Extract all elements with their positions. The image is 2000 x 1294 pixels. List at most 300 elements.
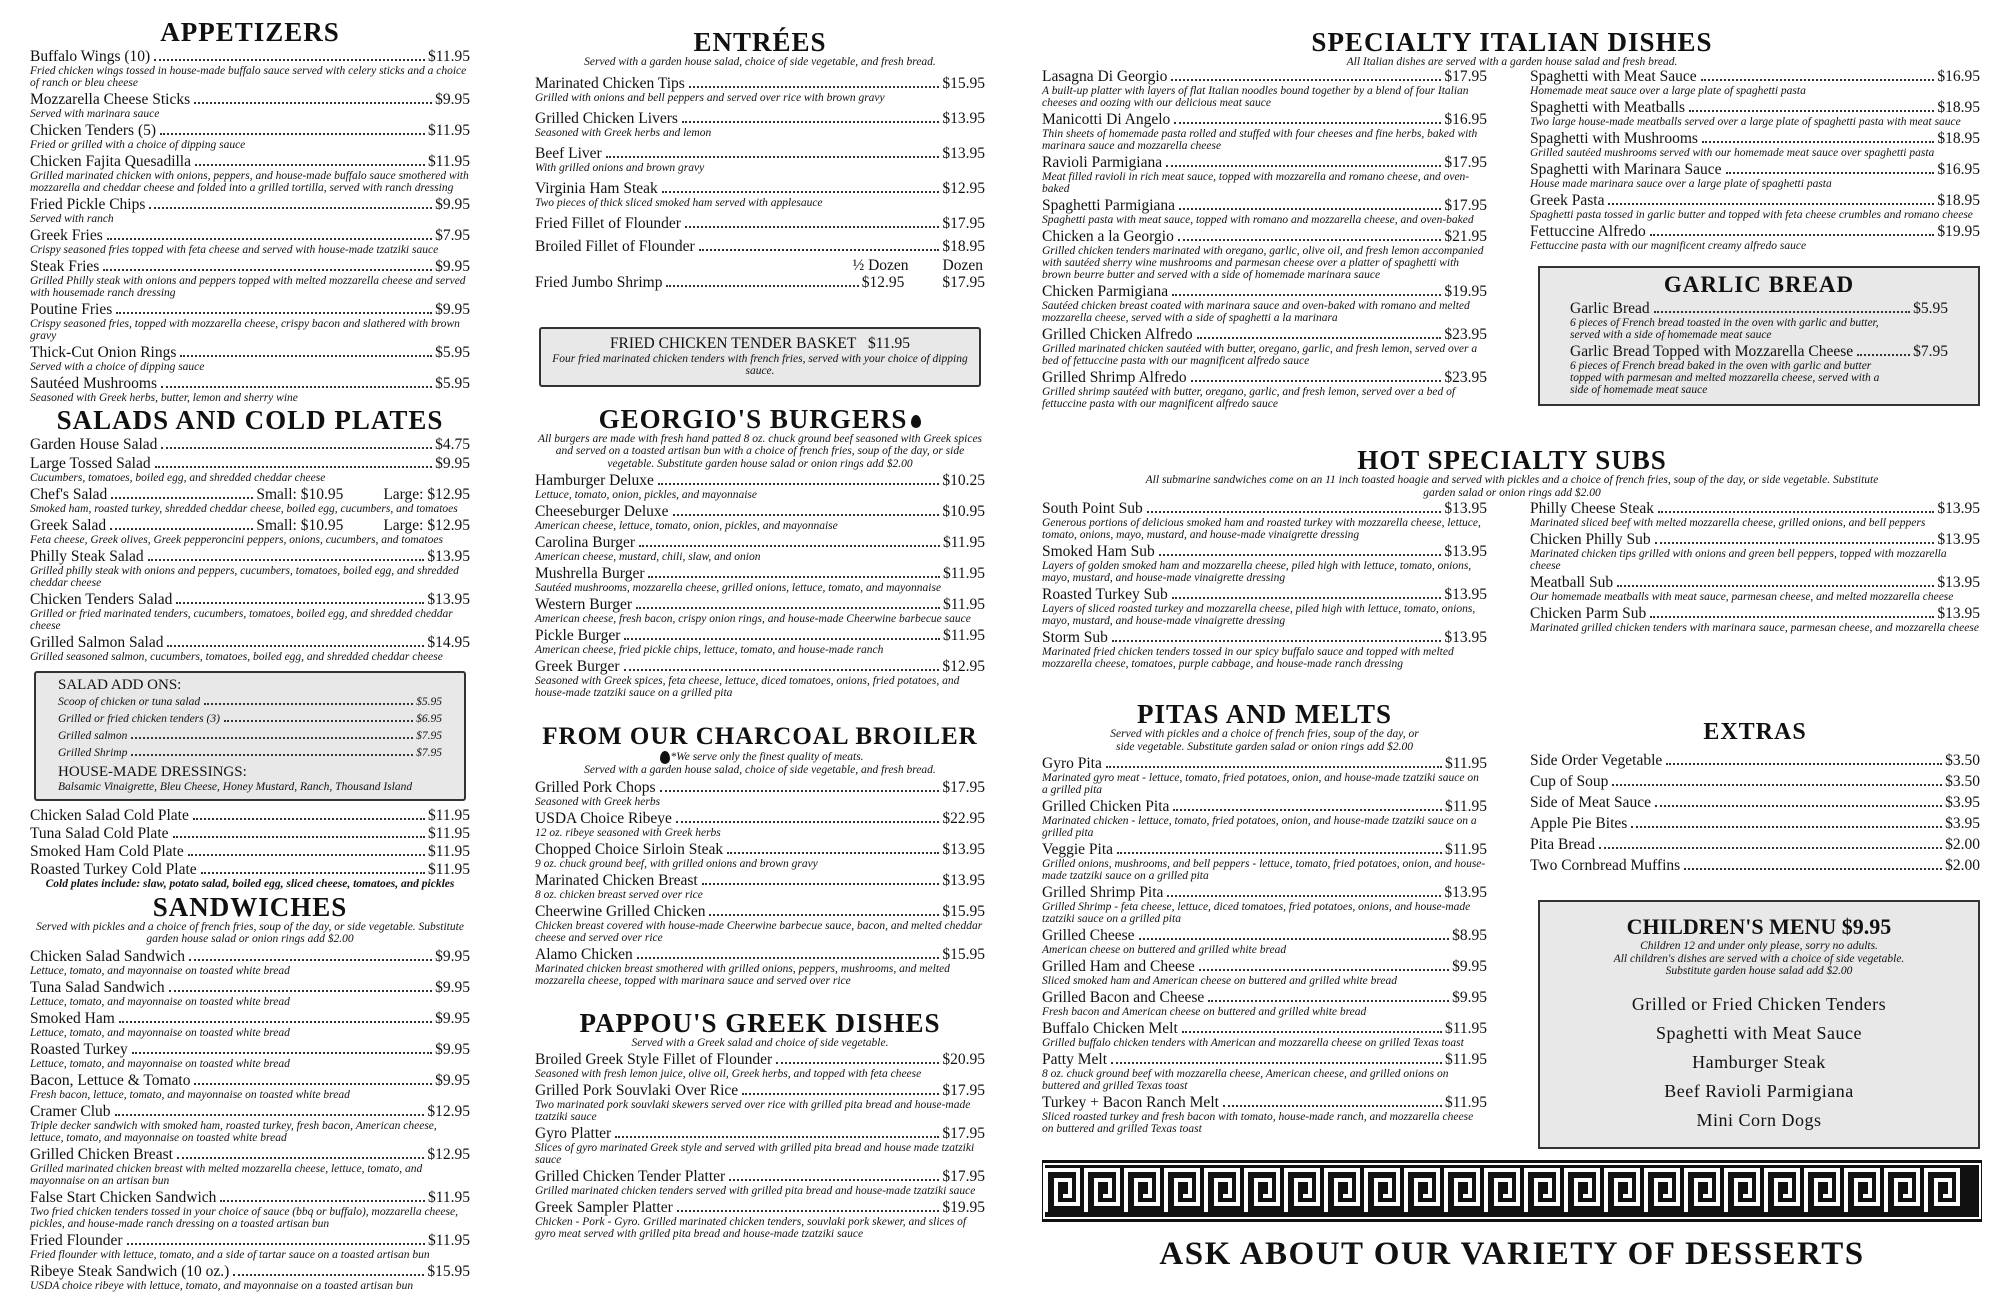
item-price: $13.95 xyxy=(942,840,985,858)
item-name: Garden House Salad xyxy=(30,436,158,453)
dot-leader xyxy=(673,514,940,516)
menu-item xyxy=(1042,958,1487,987)
menu-item xyxy=(1530,68,1980,97)
item-name: Storm Sub xyxy=(1042,629,1108,646)
item-desc: Fresh bacon, lettuce, tomato, and mayonnaise on toasted white bread xyxy=(30,1088,350,1101)
item-desc: Spaghetti pasta tossed in garlic butter and topped with feta cheese crumbles and romano cheese xyxy=(1530,209,1973,221)
salads-title: SALADS AND COLD PLATES xyxy=(56,405,444,435)
dot-leader xyxy=(224,720,413,722)
item-price: $9.95 xyxy=(1452,989,1487,1006)
menu-item xyxy=(30,1010,470,1039)
menu-item xyxy=(30,843,470,860)
item-desc: Grilled marinated chicken breast with melted mozzarella cheese, lettuce, tomato, and mayonnaise on an artisan bun xyxy=(30,1162,423,1187)
menu-item xyxy=(1530,773,1980,790)
item-desc: Marinated chicken breast smothered with grilled onions, peppers, mushrooms, and melted mozzarella cheese, topped with marinara sauce and served over rice xyxy=(535,962,950,987)
greek-key-segment xyxy=(1566,1170,1598,1212)
menu-item xyxy=(535,180,985,209)
item-name: Hamburger Deluxe xyxy=(535,472,654,489)
item-price: $11.95 xyxy=(942,565,985,582)
item-desc: Lettuce, tomato, onion, pickles, and mayonnaise xyxy=(535,489,757,501)
item-price: $10.25 xyxy=(942,472,985,489)
item-price: $19.95 xyxy=(1444,283,1487,300)
dot-leader xyxy=(188,854,425,856)
dot-leader xyxy=(161,386,432,388)
menu-item xyxy=(1042,755,1487,796)
menu-item xyxy=(535,238,985,255)
item-desc: Lettuce, tomato, and mayonnaise on toasted white bread xyxy=(30,964,290,977)
menu-item xyxy=(1570,300,1948,341)
item-desc: American cheese, fresh bacon, crispy onion rings, and house-made Cheerwine barbecue sauce xyxy=(535,613,971,625)
item-desc: 8 oz. chuck ground beef with mozzarella cheese, American cheese, and grilled onions on buttered and grilled Texas toast xyxy=(1042,1068,1449,1092)
greek-key-segment xyxy=(1926,1170,1958,1212)
item-name: Western Burger xyxy=(535,596,633,613)
item-name: Veggie Pita xyxy=(1042,841,1114,858)
item-price-small: Small: $10.95 xyxy=(256,486,344,503)
dot-leader xyxy=(1173,809,1442,811)
dot-leader xyxy=(648,576,939,578)
dot-leader xyxy=(119,1021,432,1023)
item-name: Side Order Vegetable xyxy=(1530,752,1663,769)
dot-leader xyxy=(1172,597,1442,599)
item-price: $11.95 xyxy=(942,534,985,551)
menu-item xyxy=(535,1168,985,1197)
item-desc: With grilled onions and brown gravy xyxy=(535,161,705,174)
dot-leader xyxy=(131,754,413,756)
menu-item xyxy=(30,486,470,515)
item-name: Grilled or fried chicken tenders (3) xyxy=(58,713,220,725)
item-price: $22.95 xyxy=(942,809,985,827)
item-name: Chicken Parm Sub xyxy=(1530,605,1647,622)
item-desc: Seasoned with Greek herbs and lemon xyxy=(535,126,712,139)
item-desc: Meat filled ravioli in rich meat sauce, topped with mozzarella and romano cheese, and oven-baked xyxy=(1042,171,1470,195)
item-name: Roasted Turkey Cold Plate xyxy=(30,861,197,878)
menu-item xyxy=(1530,99,1980,128)
menu-item xyxy=(30,301,470,342)
basket-line xyxy=(551,335,969,353)
item-name: Cramer Club xyxy=(30,1102,111,1120)
item-name: Fried Fillet of Flounder xyxy=(535,214,681,232)
menu-item xyxy=(535,1125,985,1166)
dot-leader xyxy=(624,669,940,671)
item-price: $16.95 xyxy=(1937,68,1980,85)
item-price: $11.95 xyxy=(1444,841,1487,858)
item-name: Greek Sampler Platter xyxy=(535,1199,673,1216)
item-desc: Chicken - Pork - Gyro. Grilled marinated chicken tenders, souvlaki pork skewer, and slices of gyro meat served with grilled pita bread and house-made tzatziki sauce xyxy=(535,1216,967,1240)
half-dozen-label: ½ Dozen xyxy=(852,256,909,274)
menu-item xyxy=(30,91,470,120)
item-name: Virginia Ham Steak xyxy=(535,179,658,197)
dot-leader xyxy=(193,818,425,820)
item-name: Manicotti Di Angelo xyxy=(1042,111,1171,128)
item-price: $11.95 xyxy=(1444,1051,1487,1068)
menu-item xyxy=(1530,161,1980,190)
menu-item xyxy=(1042,798,1487,839)
item-desc: American cheese, fried pickle chips, lettuce, tomato, and house-made ranch xyxy=(535,644,884,656)
item-name: Chicken a la Georgio xyxy=(1042,228,1174,245)
item-price: $17.95 xyxy=(942,778,985,796)
dot-leader xyxy=(682,121,939,123)
item-price: $17.95 xyxy=(942,1125,985,1142)
item-price: $9.95 xyxy=(435,1009,470,1027)
extras-title: EXTRAS xyxy=(1703,719,1807,745)
dot-leader xyxy=(1167,895,1441,897)
item-price: $9.95 xyxy=(435,1040,470,1058)
item-price: $9.95 xyxy=(435,1071,470,1089)
item-desc: Grilled onions, mushrooms, and bell peppers - lettuce, tomato, fried potatoes, onion, and house-made tzatziki sauce on a grilled pita xyxy=(1042,858,1486,882)
item-desc: Marinated chicken - lettuce, tomato, fried potatoes, onion, and house-made tzatziki sauce on a grilled pita xyxy=(1042,815,1477,839)
item-name: Chicken Fajita Quesadilla xyxy=(30,153,191,170)
item-desc: Served with marinara sauce xyxy=(30,108,160,120)
menu-item xyxy=(535,215,985,232)
broiler-list xyxy=(535,779,985,987)
item-name: Chicken Philly Sub xyxy=(1530,531,1651,548)
greek-key-segment xyxy=(1686,1170,1718,1212)
extras-list xyxy=(1530,752,1980,874)
item-name: Fried Flounder xyxy=(30,1231,123,1249)
menu-item xyxy=(1530,192,1980,221)
item-name: Spaghetti Parmigiana xyxy=(1042,197,1176,214)
dot-leader xyxy=(1684,868,1942,870)
dot-leader xyxy=(1112,640,1441,642)
item-name: Grilled Chicken Alfredo xyxy=(1042,326,1193,343)
item-price: $11.95 xyxy=(427,48,470,65)
item-desc: Homemade meat sauce over a large plate of spaghetti pasta xyxy=(1530,85,1806,97)
item-name: Beef Liver xyxy=(535,144,602,162)
item-price: $12.95 xyxy=(427,1102,470,1120)
dot-leader xyxy=(154,59,425,61)
burgers-sub: All burgers are made with fresh hand patted 8 oz. chuck ground beef seasoned with Greek spices and served on a toasted artisan bun with a choice of french fries, soup of the day, or side vegetable. Substitute garden house salad or onion rings add $2.00 xyxy=(537,432,983,470)
item-price: $7.95 xyxy=(416,730,442,742)
item-desc: American cheese, lettuce, tomato, onion, pickles, and mayonnaise xyxy=(535,520,838,532)
dot-leader xyxy=(1178,239,1442,241)
item-name: Grilled Shrimp Alfredo xyxy=(1042,369,1187,386)
dot-leader xyxy=(729,1179,939,1181)
dot-leader xyxy=(1208,1000,1449,1002)
item-desc: Our homemade meatballs with meat sauce, parmesan cheese, and melted mozzarella cheese xyxy=(1530,591,1954,603)
item-price: $2.00 xyxy=(1945,836,1980,853)
greek-key-segment xyxy=(1606,1170,1638,1212)
menu-item xyxy=(30,227,470,256)
menu-item xyxy=(30,455,470,484)
subs-title: HOT SPECIALTY SUBS xyxy=(1357,445,1667,475)
menu-item xyxy=(30,825,470,842)
greek-key-segment xyxy=(1086,1170,1118,1212)
shrimp-row xyxy=(535,257,985,291)
item-name: Broiled Fillet of Flounder xyxy=(535,237,695,255)
menu-item xyxy=(30,634,470,663)
item-name: Smoked Ham Sub xyxy=(1042,543,1155,560)
dot-leader xyxy=(662,191,940,193)
item-name: Lasagna Di Georgio xyxy=(1042,68,1168,85)
shrimp-dozen-price: $17.95 xyxy=(942,273,985,291)
dot-leader xyxy=(1159,554,1442,556)
item-desc: Spaghetti pasta with meat sauce, topped with romano and mozzarella cheese, and oven-baked xyxy=(1042,214,1474,226)
extras-section xyxy=(1530,718,1980,1149)
item-price: $5.95 xyxy=(435,344,470,361)
item-price: $16.95 xyxy=(1937,161,1980,178)
item-desc: Sautéed mushrooms, mozzarella cheese, grilled onions, lettuce, tomato, and mayonnaise xyxy=(535,582,942,594)
menu-item xyxy=(1042,111,1487,152)
item-price: $9.95 xyxy=(435,196,470,213)
menu-item xyxy=(535,534,985,563)
greek-key-segment xyxy=(1126,1170,1158,1212)
item-desc: Two large house-made meatballs served over a large plate of spaghetti pasta with meat sauce xyxy=(1530,116,1961,128)
item-desc: Grilled marinated chicken tenders served with grilled pita bread and house-made tzatziki sauce xyxy=(535,1185,976,1197)
item-name: Greek Pasta xyxy=(1530,192,1605,209)
menu-item xyxy=(535,145,985,174)
item-desc: Seasoned with Greek spices, feta cheese, lettuce, diced tomatoes, onions, fried potatoes, and house-made tzatziki sauce on a grilled pita xyxy=(535,675,960,699)
item-price: $13.95 xyxy=(942,871,985,889)
item-price: $9.95 xyxy=(435,455,470,472)
item-desc: Lettuce, tomato, and mayonnaise on toasted white bread xyxy=(30,995,290,1008)
menu-item xyxy=(30,153,470,194)
item-desc: Fried chicken wings tossed in house-made buffalo sauce served with celery sticks and a choice of ranch or bleu cheese xyxy=(30,65,467,89)
italian-right-list xyxy=(1530,68,1980,252)
dot-leader xyxy=(1166,165,1441,167)
greek-key-segment xyxy=(1166,1170,1198,1212)
dot-leader xyxy=(677,1210,940,1212)
dot-leader xyxy=(606,156,940,158)
item-name: Chef's Salad xyxy=(30,486,108,503)
item-name: Cheerwine Grilled Chicken xyxy=(535,902,706,920)
menu-item xyxy=(1042,927,1487,956)
menu-item xyxy=(1042,228,1487,281)
sandwiches-title: SANDWICHES xyxy=(152,891,348,922)
item-price: $13.95 xyxy=(1937,605,1980,622)
entrees-sub: Served with a garden house salad, choice of side vegetable, and fresh bread. xyxy=(584,56,936,68)
item-price: $7.95 xyxy=(416,747,442,759)
item-name: Chicken Parmigiana xyxy=(1042,283,1169,300)
item-name: Fried Pickle Chips xyxy=(30,196,146,213)
greek-key-segment xyxy=(1806,1170,1838,1212)
item-name: Turkey + Bacon Ranch Melt xyxy=(1042,1094,1219,1111)
dot-leader xyxy=(127,1243,425,1245)
dot-leader xyxy=(161,447,432,449)
item-desc: Lettuce, tomato, and mayonnaise on toasted white bread xyxy=(30,1026,290,1039)
kids-title: CHILDREN'S MENU $9.95 xyxy=(1626,914,1892,939)
greek-key-segment xyxy=(1526,1170,1558,1212)
basket-box xyxy=(539,327,981,387)
item-price: $11.95 xyxy=(427,1231,470,1249)
dot-leader xyxy=(1658,511,1934,513)
greek-key-segment xyxy=(1406,1170,1438,1212)
item-price: $17.95 xyxy=(1444,154,1487,171)
item-name: Chicken Tenders Salad xyxy=(30,591,173,608)
menu-item xyxy=(1570,343,1948,396)
dot-leader xyxy=(148,559,425,561)
item-desc: Cucumbers, tomatoes, boiled egg, and shredded cheddar cheese xyxy=(30,472,326,484)
menu-item xyxy=(1042,369,1487,410)
entrees-list xyxy=(535,75,985,255)
column-1 xyxy=(30,18,470,1292)
kids-sub1: Children 12 and under only please, sorry no adults. xyxy=(1640,940,1878,952)
item-name: Steak Fries xyxy=(30,258,100,275)
dot-leader xyxy=(220,1200,425,1202)
item-name: Philly Steak Salad xyxy=(30,548,144,565)
greek-key-segment xyxy=(1246,1170,1278,1212)
item-price: $21.95 xyxy=(1444,228,1487,245)
dot-leader xyxy=(204,703,413,705)
item-name: Buffalo Wings (10) xyxy=(30,48,151,65)
greek-key-segment xyxy=(1446,1170,1478,1212)
item-desc: Grilled with onions and bell peppers and served over rice with brown gravy xyxy=(535,91,885,104)
item-price: $3.95 xyxy=(1945,794,1980,811)
item-name: Grilled Salmon Salad xyxy=(30,634,164,651)
item-price: $8.95 xyxy=(1452,927,1487,944)
item-desc: Lettuce, tomato, and mayonnaise on toasted white bread xyxy=(30,1057,290,1070)
item-name: Smoked Ham Cold Plate xyxy=(30,843,184,860)
item-price: $20.95 xyxy=(942,1051,985,1068)
menu-item xyxy=(535,658,985,699)
menu-item xyxy=(535,110,985,139)
basket-name: FRIED CHICKEN TENDER BASKET xyxy=(609,334,857,352)
sandwiches-list xyxy=(30,948,470,1292)
menu-item xyxy=(1530,752,1980,769)
dressings-title: HOUSE-MADE DRESSINGS: xyxy=(58,764,247,780)
subs-header xyxy=(1042,446,1982,499)
item-price: $11.95 xyxy=(1444,1094,1487,1111)
item-name: Scoop of chicken or tuna salad xyxy=(58,696,201,708)
dot-leader xyxy=(103,269,432,271)
dot-leader xyxy=(149,207,432,209)
menu-item xyxy=(58,694,442,711)
item-desc: Grilled chicken tenders marinated with oregano, garlic, olive oil, and fresh lemon accompanied with sautéed sherry wine mushrooms and parmesan cheese over a platter of spaghetti with brown beurre butter and served with a side of homemade marinara sauce xyxy=(1042,245,1484,281)
item-name: Spaghetti with Meatballs xyxy=(1530,99,1685,116)
italian-left-list xyxy=(1042,66,1487,410)
item-price: $23.95 xyxy=(1444,326,1487,343)
dot-leader xyxy=(637,957,940,959)
dot-leader xyxy=(658,483,939,485)
item-price: $11.95 xyxy=(1444,798,1487,815)
item-desc: American cheese on buttered and grilled white bread xyxy=(1042,944,1287,956)
item-name: Thick-Cut Onion Rings xyxy=(30,344,177,361)
greek-list xyxy=(535,1051,985,1240)
dot-leader xyxy=(1702,141,1934,143)
menu-item xyxy=(30,436,470,453)
item-name: Bacon, Lettuce & Tomato xyxy=(30,1071,191,1089)
drop-icon xyxy=(660,751,670,764)
menu-item xyxy=(30,548,470,589)
dot-leader xyxy=(1172,294,1441,296)
dot-leader xyxy=(1650,616,1934,618)
item-name: Mushrella Burger xyxy=(535,565,645,582)
item-desc: Two pieces of thick sliced smoked ham served with applesauce xyxy=(535,196,823,209)
item-price: $18.95 xyxy=(1937,192,1980,209)
item-desc: Grilled buffalo chicken tenders with American and mozzarella cheese on grilled Texas toast xyxy=(1042,1037,1464,1049)
menu-item xyxy=(1530,857,1980,874)
item-price: $11.95 xyxy=(427,1188,470,1206)
item-price: $11.95 xyxy=(427,153,470,170)
menu-item xyxy=(1042,629,1487,670)
kids-box xyxy=(1538,900,1980,1149)
item-desc: Marinated sliced beef with melted mozzarella cheese, grilled onions, and bell peppers xyxy=(1530,517,1926,529)
menu-item xyxy=(1042,884,1487,925)
menu-item xyxy=(535,779,985,808)
dressings-text: Balsamic Vinaigrette, Bleu Cheese, Honey Mustard, Ranch, Thousand Island xyxy=(58,781,413,793)
menu-item xyxy=(535,1199,985,1240)
menu-item xyxy=(1530,531,1980,572)
item-desc: American cheese, mustard, chili, slaw, and onion xyxy=(535,551,761,563)
menu-item xyxy=(30,196,470,225)
item-desc: Layers of sliced roasted turkey and mozzarella cheese, piled high with lettuce, tomato, onions, mayo, mustard, and house-made vinaigrette dressing xyxy=(1042,603,1476,627)
dot-leader xyxy=(169,990,433,992)
menu-item xyxy=(1042,586,1487,627)
dozen-label: Dozen xyxy=(942,256,983,274)
item-price: $13.95 xyxy=(1444,629,1487,646)
menu-item xyxy=(1042,154,1487,195)
item-name: Grilled Ham and Cheese xyxy=(1042,958,1195,975)
dot-leader xyxy=(1197,337,1442,339)
kids-list xyxy=(1554,990,1964,1135)
menu-item xyxy=(1042,326,1487,367)
item-desc: Crispy seasoned fries, topped with mozzarella cheese, crispy bacon and slathered with brown gravy xyxy=(30,318,460,342)
garlic-title: GARLIC BREAD xyxy=(1663,272,1855,297)
italian-sub: All Italian dishes are served with a garden house salad and fresh bread. xyxy=(1346,56,1678,68)
item-name: Cheeseburger Deluxe xyxy=(535,503,669,520)
item-desc: Fresh bacon and American cheese on buttered and grilled white bread xyxy=(1042,1006,1367,1018)
kids-item: Beef Ravioli Parmigiana xyxy=(1664,1080,1854,1101)
menu-item xyxy=(30,861,470,878)
dot-leader xyxy=(1191,380,1442,382)
item-price: $7.95 xyxy=(1913,343,1948,360)
item-price: $9.95 xyxy=(435,978,470,996)
menu-item xyxy=(30,344,470,373)
item-name: Gyro Pita xyxy=(1042,755,1102,772)
shrimp-half-price: $12.95 xyxy=(861,273,905,291)
item-desc: Marinated chicken tips grilled with onions and green bell peppers, topped with mozzarella cheese xyxy=(1530,548,1947,572)
burgers-title-row xyxy=(535,405,985,433)
menu-item xyxy=(1530,500,1980,529)
item-price-small: Small: $10.95 xyxy=(256,517,344,534)
dot-leader xyxy=(1608,203,1934,205)
menu-item xyxy=(30,517,470,546)
dot-leader xyxy=(194,102,432,104)
item-price: $16.95 xyxy=(1444,111,1487,128)
menu-item xyxy=(535,503,985,532)
menu-item xyxy=(1042,283,1487,324)
dot-leader xyxy=(201,872,425,874)
dot-leader xyxy=(173,836,425,838)
dot-leader xyxy=(1650,234,1935,236)
dot-leader xyxy=(1179,208,1441,210)
item-desc: 6 pieces of French bread baked in the oven with garlic and butter topped with parmesan and melted mozzarella cheese, served with a side of homemade meat sauce xyxy=(1570,360,1880,396)
item-price: $18.95 xyxy=(942,237,985,255)
dot-leader xyxy=(1655,542,1935,544)
dot-leader xyxy=(176,602,424,604)
menu-item xyxy=(30,1041,470,1070)
item-desc: 12 oz. ribeye seasoned with Greek herbs xyxy=(535,826,721,839)
desserts-banner: ASK ABOUT OUR VARIETY OF DESSERTS xyxy=(1159,1236,1865,1272)
dot-leader xyxy=(742,1093,939,1095)
addons-list xyxy=(58,694,442,762)
item-price: $9.95 xyxy=(435,258,470,275)
dot-leader xyxy=(1612,784,1942,786)
dot-leader xyxy=(1857,354,1910,356)
item-name: Grilled Bacon and Cheese xyxy=(1042,989,1205,1006)
item-name: Marinated Chicken Breast xyxy=(535,871,698,889)
dot-leader xyxy=(132,1052,432,1054)
item-desc: Served with ranch xyxy=(30,213,114,225)
item-name: South Point Sub xyxy=(1042,500,1143,517)
menu-item xyxy=(1042,543,1487,584)
dot-leader xyxy=(689,86,940,88)
menu-item xyxy=(535,841,985,870)
dot-leader xyxy=(636,607,940,609)
item-desc: Generous portions of delicious smoked ham and roasted turkey with mozzarella cheese, lettuce, tomato, onions, mayo, mustard, and house-made vinaigrette dressing xyxy=(1042,517,1481,541)
item-desc: Served with a choice of dipping sauce xyxy=(30,361,205,373)
dot-leader xyxy=(660,790,940,792)
item-price: $18.95 xyxy=(1937,130,1980,147)
